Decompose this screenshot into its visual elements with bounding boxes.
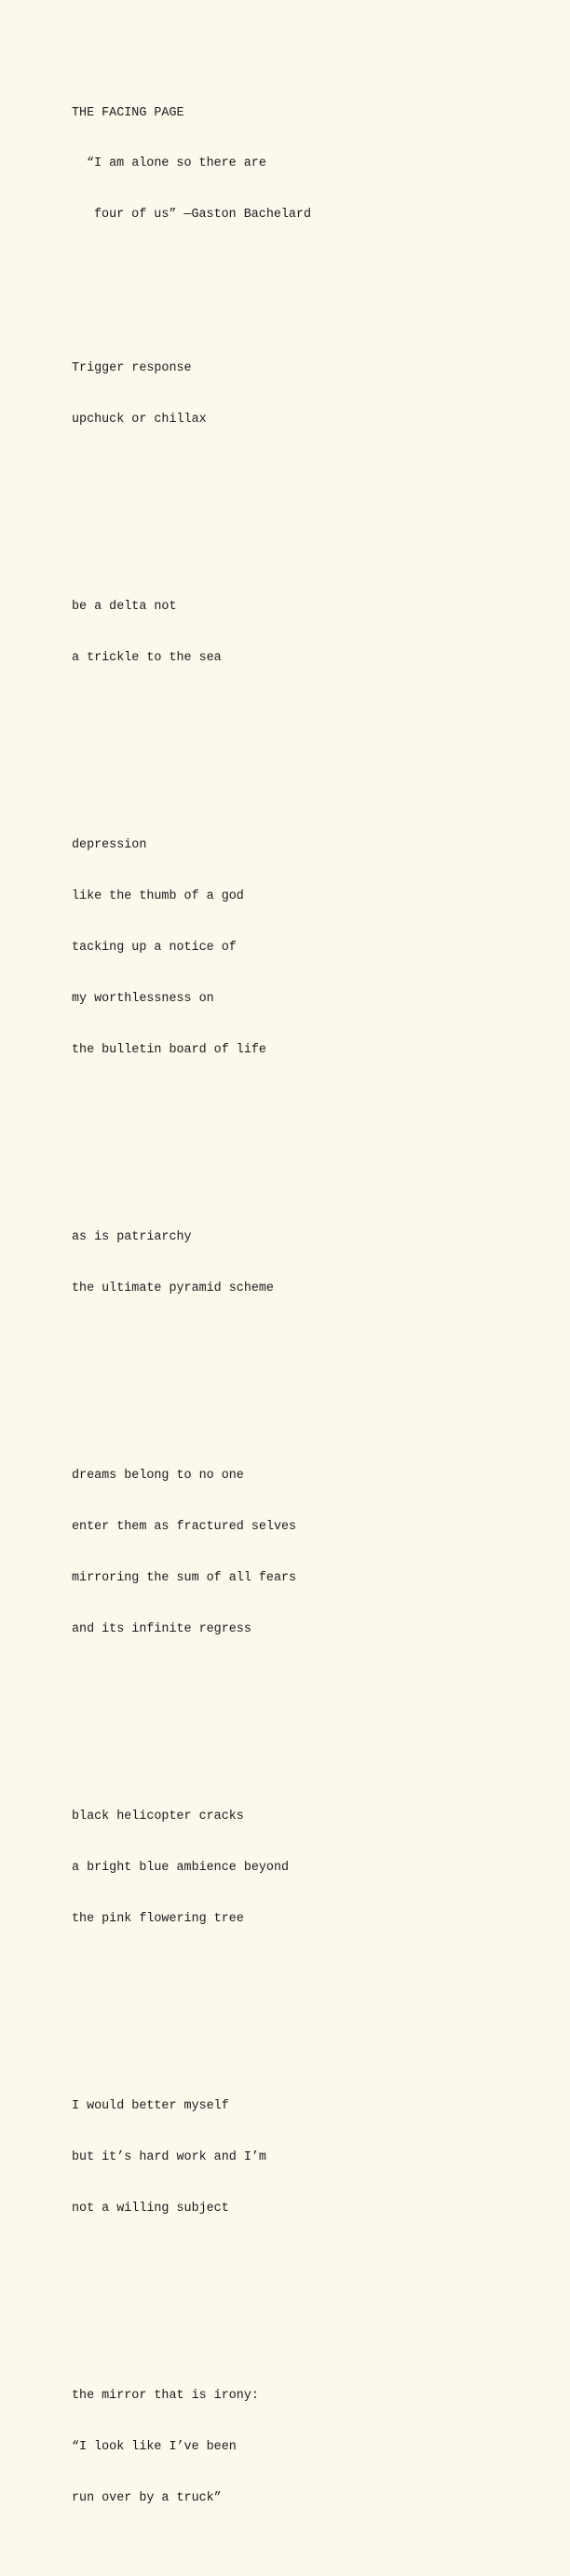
stanza-line: as is patriarchy: [72, 1230, 192, 1245]
stanza-line: depression: [72, 838, 147, 853]
stanza-7: [72, 2065, 311, 2252]
stanza-line: run over by a truck”: [72, 2491, 222, 2506]
stanza-line: be a delta not: [72, 600, 177, 615]
stanza-gap: [72, 1127, 311, 1144]
stanza-line: “I look like I’ve been: [72, 2440, 237, 2455]
stanza-gap: [72, 496, 311, 513]
stanza-line: mirroring the sum of all fears: [72, 1571, 297, 1586]
epigraph-line-1: “I am alone so there are: [87, 156, 266, 171]
stanza-6: [72, 1775, 311, 1962]
stanza-line: tacking up a notice of: [72, 941, 237, 956]
stanza-gap: [72, 2286, 311, 2303]
stanza-line: I would better myself: [72, 2099, 229, 2114]
stanza-line: dreams belong to no one: [72, 1469, 244, 1484]
stanza-3: [72, 804, 311, 1093]
stanza-line: the ultimate pyramid scheme: [72, 1281, 274, 1296]
stanza-line: enter them as fractured selves: [72, 1520, 297, 1535]
stanza-line: like the thumb of a god: [72, 889, 244, 904]
stanza-line: my worthlessness on: [72, 992, 214, 1007]
stanza-gap: [72, 736, 311, 752]
stanza-line: the mirror that is irony:: [72, 2389, 259, 2404]
stanza-5: [72, 1434, 311, 1673]
stanza-line: the bulletin board of life: [72, 1042, 266, 1057]
stanza-1: [72, 326, 311, 462]
poem-title: THE FACING PAGE: [72, 105, 184, 120]
stanza-line: and its infinite regress: [72, 1622, 251, 1637]
stanza-gap: [72, 258, 311, 275]
stanza-gap: [72, 1366, 311, 1383]
stanza-line: a bright blue ambience beyond: [72, 1861, 290, 1876]
stanza-8: [72, 2354, 311, 2542]
stanza-line: black helicopter cracks: [72, 1810, 244, 1824]
stanza-line: Trigger response: [72, 361, 192, 376]
stanza-gap: [72, 1707, 311, 1724]
stanza-line: the pink flowering tree: [72, 1912, 244, 1927]
stanza-line: but it’s hard work and I’m: [72, 2150, 266, 2165]
stanza-line: a trickle to the sea: [72, 651, 222, 666]
stanza-line: not a willing subject: [72, 2202, 229, 2217]
poem: [72, 71, 311, 2576]
stanza-line: upchuck or chillax: [72, 412, 207, 427]
stanza-gap: [72, 1997, 311, 2013]
epigraph-line-2: four of us” —Gaston Bachelard: [94, 208, 312, 223]
stanza-2: [72, 565, 311, 701]
stanza-4: [72, 1196, 311, 1332]
